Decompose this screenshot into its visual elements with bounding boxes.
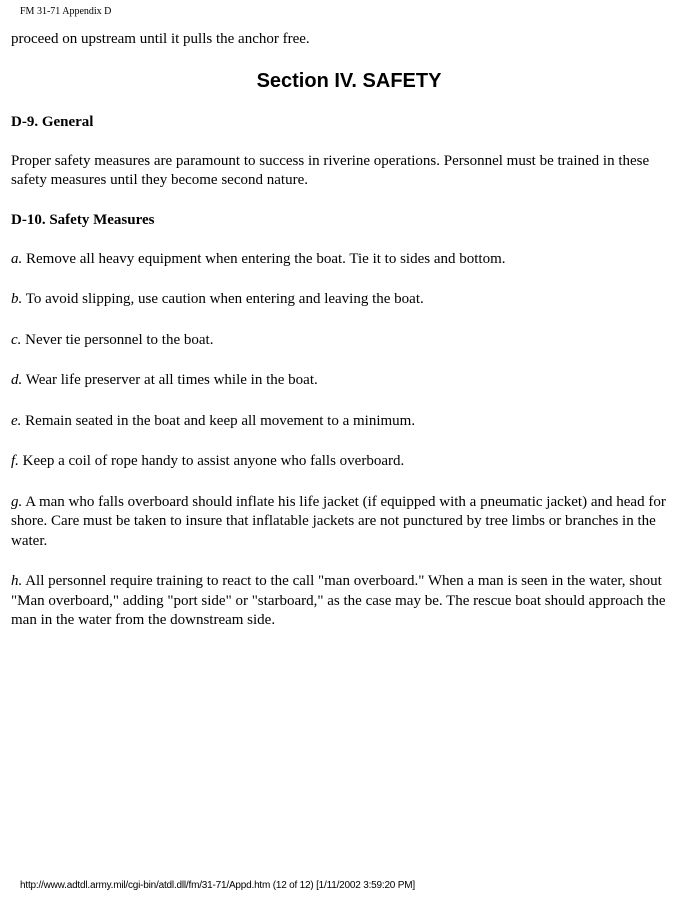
item-text: Wear life preserver at all times while in the boat. [25,372,318,388]
item-text: Never tie personnel to the boat. [25,331,214,348]
safety-item-e [11,412,687,432]
general-paragraph: Proper safety measures are paramount to success in riverine operations. Personnel must be trained in these safety measures until they become second nature. [11,152,650,188]
item-text: Remove all heavy equipment when entering the boat. Tie it to sides and bottom. [26,250,506,267]
safety-item-a [11,250,687,270]
item-text: Keep a coil of rope handy to assist anyone who falls overboard. [22,453,405,469]
safety-item-f [11,452,687,472]
item-letter: c. [11,331,22,348]
item-letter: b. [11,291,23,307]
safety-item-b [11,290,687,310]
item-text: To avoid slipping, use caution when entering and leaving the boat. [25,291,424,307]
item-letter: e. [11,412,22,429]
lead-paragraph: proceed on upstream until it pulls the anchor free. [11,31,310,47]
general-heading: D-9. General [11,113,94,130]
item-text: Remain seated in the boat and keep all movement to a minimum. [25,412,416,429]
safety-measures-heading: D-10. Safety Measures [11,211,155,228]
safety-item-g [11,493,687,552]
safety-item-d [11,371,687,391]
item-letter: g. [11,493,23,510]
document-body [11,30,687,652]
item-letter: f. [11,453,19,469]
print-footer-url: http://www.adtdl.army.mil/cgi-bin/atdl.dll/fm/31-71/Appd.htm (12 of 12) [1/11/2002 3:59:20 PM] [20,880,415,891]
item-text: All personnel require training to react to the call "man overboard." When a man is seen in the water, shout "Man overboard," adding "port side" or "starboard," as the case may be. The rescue boat should approach the man in the water from the downstream side. [11,573,666,628]
safety-item-c [11,331,687,351]
item-letter: h. [11,573,23,589]
item-text: A man who falls overboard should inflate his life jacket (if equipped with a pneumatic jacket) and head for shore. Care must be taken to insure that inflatable jackets are not punctured by tree limbs or branches in the water. [11,493,666,549]
item-letter: d. [11,372,23,388]
item-letter: a. [11,250,23,267]
section-title: Section IV. SAFETY [256,69,442,92]
running-header: FM 31-71 Appendix D [20,6,112,17]
safety-item-h [11,572,687,631]
